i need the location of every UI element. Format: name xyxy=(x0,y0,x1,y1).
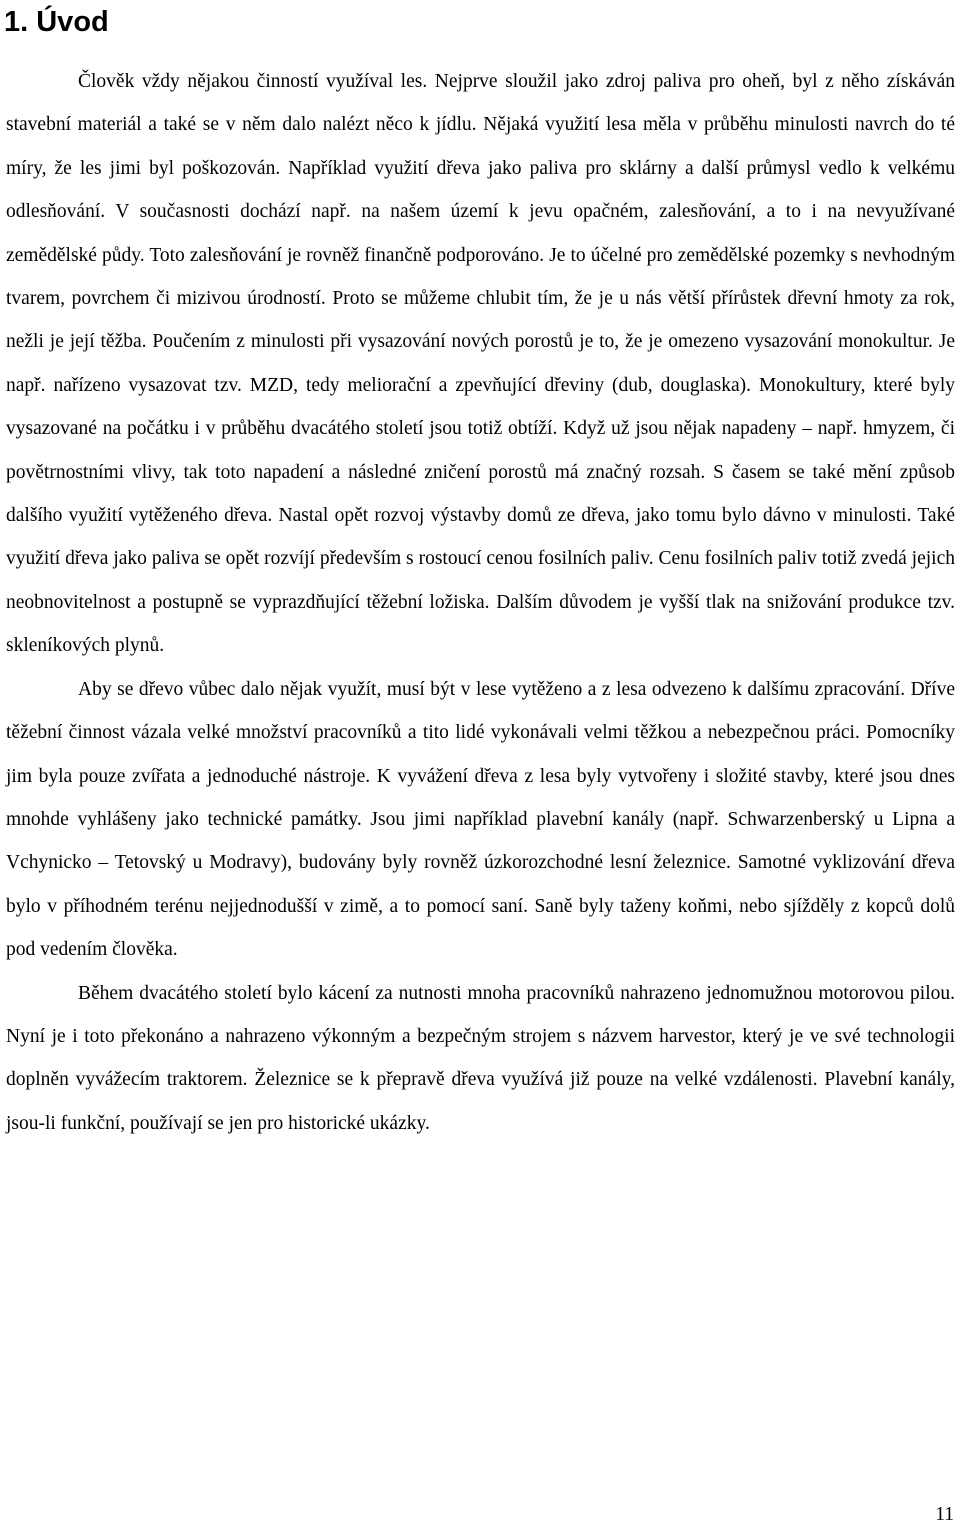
paragraph-forest-use: Člověk vždy nějakou činností využíval les. Nejprve sloužil jako zdroj paliva pro oheň, byl z něho získáván stavební materiál a také se v něm dalo nalézt něco k jídlu. Nějaká využití lesa měla v průběhu minulosti navrch do té míry, že les jimi byl poškozován. Například využití dřeva jako paliva pro sklárny a další průmysl vedlo k velkému odlesňování. V současnosti dochází např. na našem území k jevu opačném, zalesňování, a to i na nevyužívané zemědělské půdy. Toto zalesňování je rovněž finančně podporováno. Je to účelné pro zemědělské pozemky s nevhodným tvarem, povrchem či mizivou úrodností. Proto se můžeme chlubit tím, že je u nás větší přírůstek dřevní hmoty za rok, nežli je její těžba. Poučením z minulosti při vysazování nových porostů je to, že je omezeno vysazování monokultur. Je např. nařízeno vysazovat tzv. MZD, tedy meliorační a zpevňující dřeviny (dub, douglaska). Monokultury, které byly vysazované na počátku i v průběhu dvacátého století jsou totiž obtíží. Když už jsou nějak napadeny – např. hmyzem, či povětrnostními vlivy, tak toto napadení a následné zničení porostů má značný rozsah. S časem se také mění způsob dalšího využití vytěženého dřeva. Nastal opět rozvoj výstavby domů ze dřeva, jako tomu bylo dávno v minulosti. Také využití dřeva jako paliva se opět rozvíjí především s rostoucí cenou fosilních paliv. Cenu fosilních paliv totiž zvedá jejich neobnovitelnost a postupně se vyprazdňující těžební ložiska. Dalším důvodem je vyšší tlak na snižování produkce tzv. skleníkových plynů. xyxy=(6,71,955,657)
paragraph-timber-extraction: Aby se dřevo vůbec dalo nějak využít, musí být v lese vytěženo a z lesa odvezeno k dalšímu zpracování. Dříve těžební činnost vázala velké množství pracovníků a tito lidé vykonávali velmi těžkou a nebezpečnou práci. Pomocníky jim byla pouze zvířata a jednoduché nástroje. K vyvážení dřeva z lesa byly vytvořeny i složité stavby, které jsou dnes mnohde vyhlášeny jako technické památky. Jsou jimi například plavební kanály (např. Schwarzenberský u Lipna a Vchynicko – Tetovský u Modravy), budovány byly rovněž úzkorozchodné lesní železnice. Samotné vyklizování dřeva bylo v příhodném terénu nejjednodušší v zimě, a to pomocí saní. Saně byly taženy koňmi, nebo sjížděly z kopců dolů pod vedením člověka. xyxy=(6,678,955,961)
chapter-body xyxy=(6,60,955,1145)
paragraph-modern-harvesting: Během dvacátého století bylo kácení za nutnosti mnoha pracovníků nahrazeno jednomužnou motorovou pilou. Nyní je i toto překonáno a nahrazeno výkonným a bezpečným strojem s názvem harvestor, který je ve své technologii doplněn vyvážecím traktorem. Železnice se k přepravě dřeva využívá již pouze na velké vzdálenosti. Plavební kanály, jsou-li funkční, používají se jen pro historické ukázky. xyxy=(6,982,955,1134)
page-number: 11 xyxy=(935,1504,954,1525)
chapter-heading: 1. Úvod xyxy=(4,6,109,38)
